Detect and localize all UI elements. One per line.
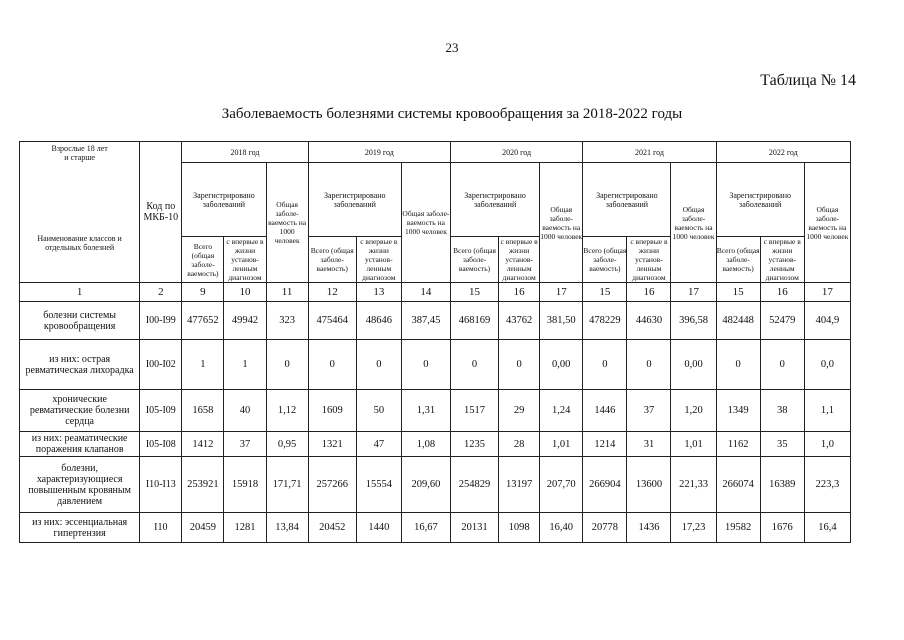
total-header: Всего (общая заболе-ваемость) <box>308 237 356 283</box>
registered-header: Зарегистрировано заболеваний <box>308 163 401 237</box>
table-cell: 1609 <box>308 390 356 432</box>
table-cell: 16,4 <box>804 513 850 543</box>
table-cell: 1412 <box>182 432 224 457</box>
table-title: Заболеваемость болезнями системы кровообращения за 2018-2022 годы <box>221 106 683 122</box>
table-cell: 38 <box>760 390 804 432</box>
table-cell: 16389 <box>760 457 804 513</box>
table-cell: 254829 <box>450 457 498 513</box>
table-cell: 1,01 <box>540 432 583 457</box>
table-cell: 28 <box>499 432 540 457</box>
column-number: 17 <box>540 283 583 302</box>
column-number: 16 <box>499 283 540 302</box>
first-diagnosis-header: с впервые в жизни установ-ленным диагнозом <box>356 237 401 283</box>
first-diagnosis-header: с впервые в жизни установ-ленным диагнозом <box>760 237 804 283</box>
first-diagnosis-header: с впервые в жизни установ-ленным диагнозом <box>500 237 538 282</box>
table-cell: 0,95 <box>266 432 308 457</box>
table-cell: 17,23 <box>671 513 716 543</box>
table-cell: 1349 <box>716 390 760 432</box>
table-cell: 1446 <box>583 390 627 432</box>
table-cell: 171,71 <box>266 457 308 513</box>
table-cell: 1098 <box>499 513 540 543</box>
table-cell: 20452 <box>308 513 356 543</box>
table-cell: 209,60 <box>401 457 450 513</box>
table-cell: 37 <box>627 390 671 432</box>
table-cell: 1235 <box>450 432 498 457</box>
total-header: Всего (общая заболе-ваемость) <box>583 237 627 283</box>
column-number: 15 <box>583 283 627 302</box>
registered-header: Зарегистрировано заболеваний <box>583 163 671 237</box>
table-cell: 20778 <box>583 513 627 543</box>
table-cell: 1 <box>224 340 266 390</box>
table-cell: 1 <box>182 340 224 390</box>
table-cell: 1517 <box>450 390 498 432</box>
table-cell: 50 <box>356 390 401 432</box>
table-row <box>20 340 851 390</box>
column-number: 14 <box>401 283 450 302</box>
code-column-header: Код по МКБ-10 <box>140 142 182 283</box>
table-cell: 396,58 <box>671 302 716 340</box>
table-cell: 1281 <box>224 513 266 543</box>
table-cell: 0 <box>716 340 760 390</box>
column-number: 11 <box>266 283 308 302</box>
table-cell: 468169 <box>450 302 498 340</box>
row-code: I10-I13 <box>140 457 182 513</box>
first-diagnosis-header: с впервые в жизни установ-ленным диагнозом <box>224 237 266 283</box>
page-number: 23 <box>445 40 459 55</box>
table-cell: 0 <box>356 340 401 390</box>
table-number: Таблица № 14 <box>760 72 856 89</box>
table-cell: 20131 <box>450 513 498 543</box>
column-number: 10 <box>224 283 266 302</box>
rate-header: Общая заболе-ваемость на 1000 человек <box>671 163 716 283</box>
table-cell: 1321 <box>308 432 356 457</box>
row-code: I05-I09 <box>140 390 182 432</box>
table-cell: 47 <box>356 432 401 457</box>
table-cell: 253921 <box>182 457 224 513</box>
table-cell: 0 <box>401 340 450 390</box>
table-row <box>20 513 851 543</box>
total-header: Всего (общая заболе-ваемость) <box>716 237 760 283</box>
column-number-row <box>20 283 851 302</box>
row-code: I05-I08 <box>140 432 182 457</box>
table-cell: 1,31 <box>401 390 450 432</box>
year-header-2021: 2021 год <box>583 142 716 163</box>
row-name: из них: реаматические поражения клапанов <box>20 432 140 457</box>
column-number: 15 <box>716 283 760 302</box>
table-cell: 475464 <box>308 302 356 340</box>
table-cell: 15554 <box>356 457 401 513</box>
table-cell: 478229 <box>583 302 627 340</box>
table-cell: 1,01 <box>671 432 716 457</box>
table-cell: 49942 <box>224 302 266 340</box>
morbidity-table <box>19 141 851 543</box>
table-cell: 0 <box>308 340 356 390</box>
table-cell: 381,50 <box>540 302 583 340</box>
table-cell: 13600 <box>627 457 671 513</box>
table-cell: 1436 <box>627 513 671 543</box>
table-cell: 387,45 <box>401 302 450 340</box>
column-number: 16 <box>760 283 804 302</box>
table-cell: 0,00 <box>671 340 716 390</box>
table-cell: 1440 <box>356 513 401 543</box>
column-number: 16 <box>627 283 671 302</box>
table-row <box>20 390 851 432</box>
table-cell: 477652 <box>182 302 224 340</box>
registered-header: Зарегистрировано заболеваний <box>716 163 804 237</box>
rate-header: Общая заболе-ваемость на 1000 человек <box>804 163 850 283</box>
row-name: болезни, характеризующиеся повышенным кровяным давлением <box>20 457 140 513</box>
table-cell: 0 <box>450 340 498 390</box>
year-header-2022: 2022 год <box>716 142 850 163</box>
column-number: 13 <box>356 283 401 302</box>
table-cell: 266074 <box>716 457 760 513</box>
rate-header: Общая заболе-ваемость на 1000 человек <box>266 163 308 283</box>
table-cell: 35 <box>760 432 804 457</box>
table-cell: 0 <box>266 340 308 390</box>
year-header-2020: 2020 год <box>450 142 582 163</box>
table-cell: 482448 <box>716 302 760 340</box>
table-cell: 207,70 <box>540 457 583 513</box>
table-cell: 43762 <box>499 302 540 340</box>
table-cell: 0 <box>499 340 540 390</box>
row-code: I00-I99 <box>140 302 182 340</box>
table-cell: 0 <box>760 340 804 390</box>
column-number: 17 <box>671 283 716 302</box>
table-row <box>20 432 851 457</box>
table-cell: 16,40 <box>540 513 583 543</box>
table-cell: 16,67 <box>401 513 450 543</box>
table-cell: 52479 <box>760 302 804 340</box>
column-number: 15 <box>450 283 498 302</box>
column-number: 2 <box>140 283 182 302</box>
table-cell: 1676 <box>760 513 804 543</box>
table-cell: 0 <box>583 340 627 390</box>
table-cell: 266904 <box>583 457 627 513</box>
column-number: 12 <box>308 283 356 302</box>
table-row <box>20 302 851 340</box>
row-name: болезни системы кровообращения <box>20 302 140 340</box>
table-row <box>20 457 851 513</box>
year-header-2018: 2018 год <box>182 142 308 163</box>
table-cell: 1,24 <box>540 390 583 432</box>
table-cell: 31 <box>627 432 671 457</box>
column-number: 9 <box>182 283 224 302</box>
table-cell: 1162 <box>716 432 760 457</box>
table-cell: 1,0 <box>804 432 850 457</box>
table-cell: 19582 <box>716 513 760 543</box>
registered-header: Зарегистрировано заболеваний <box>450 163 539 237</box>
total-header: Всего (общая заболе-ваемость) <box>182 237 224 283</box>
name-column-header <box>20 142 140 283</box>
table-cell: 257266 <box>308 457 356 513</box>
registered-header: Зарегистрировано заболеваний <box>182 163 266 237</box>
table-cell: 323 <box>266 302 308 340</box>
table-cell: 1214 <box>583 432 627 457</box>
rate-header: Общая заболе-ваемость на 1000 человек <box>401 163 450 283</box>
column-number: 17 <box>804 283 850 302</box>
table-cell: 1,12 <box>266 390 308 432</box>
rate-header: Общая заболе-ваемость на 1000 человек <box>540 163 583 283</box>
column-number: 1 <box>20 283 140 302</box>
row-name: хронические ревматические болезни сердца <box>20 390 140 432</box>
row-name: из них: эссенциальная гипертензия <box>20 513 140 543</box>
population-label: Взрослые 18 лет и старше <box>51 144 108 162</box>
table-cell: 44630 <box>627 302 671 340</box>
table-cell: 1,1 <box>804 390 850 432</box>
table-cell: 404,9 <box>804 302 850 340</box>
table-cell: 221,33 <box>671 457 716 513</box>
table-cell: 223,3 <box>804 457 850 513</box>
table-cell: 13,84 <box>266 513 308 543</box>
year-header-2019: 2019 год <box>308 142 450 163</box>
row-name: из них: острая ревматическая лихорадка <box>20 340 140 390</box>
table-cell: 1658 <box>182 390 224 432</box>
table-cell: 1,08 <box>401 432 450 457</box>
table-cell: 15918 <box>224 457 266 513</box>
table-cell: 0 <box>627 340 671 390</box>
table-cell: 0,00 <box>540 340 583 390</box>
row-code: I00-I02 <box>140 340 182 390</box>
total-header: Всего (общая заболе-ваемость) <box>450 237 498 283</box>
table-cell: 48646 <box>356 302 401 340</box>
table-cell: 37 <box>224 432 266 457</box>
table-cell: 0,0 <box>804 340 850 390</box>
row-code: I10 <box>140 513 182 543</box>
table-cell: 13197 <box>499 457 540 513</box>
table-cell: 40 <box>224 390 266 432</box>
name-column-label: Наименование классов и отдельных болезней <box>37 234 122 252</box>
table-cell: 29 <box>499 390 540 432</box>
table-cell: 1,20 <box>671 390 716 432</box>
table-cell: 20459 <box>182 513 224 543</box>
first-diagnosis-header: с впервые в жизни установ-ленным диагнозом <box>627 237 671 283</box>
